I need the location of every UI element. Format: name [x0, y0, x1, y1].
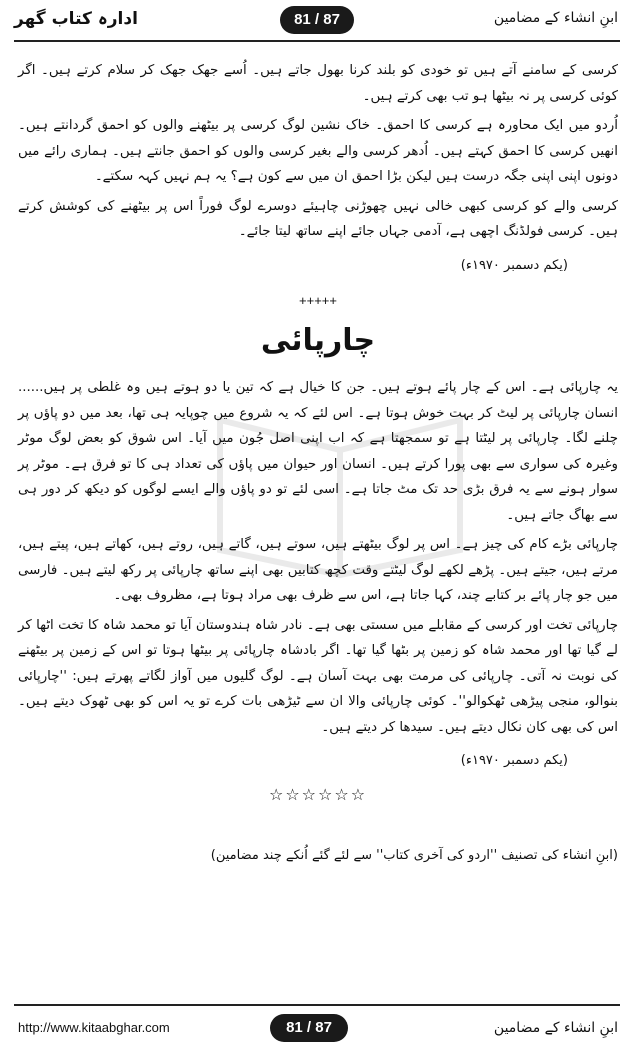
page-footer	[0, 1008, 634, 1048]
publisher-name: ادارہ کتاب گھر	[14, 9, 138, 29]
date-line: (یکم دسمبر ۱۹۷۰ء)	[460, 753, 568, 768]
paragraph: اُردو میں ایک محاورہ ہے کرسی کا احمق۔ خاک نشین لوگ کرسی پر بیٹھنے والوں کو احمق گردانتے ہیں۔ انھیں کرسی کا احمق کہتے ہیں۔ اُدھر کرسی والے بغیر کرسی والوں کو احمق جانتے ہیں۔ ہماری رائے میں دونوں اپنی اپنی جگہ درست ہیں لیکن بڑا احمق ان میں سے کون ہے؟ یہ ہم نہیں کہہ سکتے۔	[18, 118, 618, 184]
date-line: (یکم دسمبر ۱۹۷۰ء)	[460, 257, 568, 273]
section-separator: +++++	[299, 293, 337, 308]
paragraph: چارپائی تخت اور کرسی کے مقابلے میں سستی بھی ہے۔ نادر شاہ ہندوستان آیا تو محمد شاہ کا تخت اٹھا کر لے گیا تھا اور محمد شاہ کو زمین پر بٹھا گیا تھا۔ اگر بادشاہ چارپائی پر بیٹھا ہوتا تو اس کے زمین پر بیٹھنے کی نوبت نہ آتی۔ چارپائی کی مرمت بھی بہت آسان ہے۔ لوگ گلیوں میں آواز لگاتے پھرتے ہیں: ''چارپائی بنوالو، منجی پیڑھی ٹھکوالو''۔ کوئی چارپائی والا ان سے ٹیڑھی بات کرے تو یہ اس کو بھی ٹھوک دیتے ہیں۔ اس کی بھی کان نکال دیتے ہیں۔ سیدھا کر دیتے ہیں۔	[18, 617, 618, 735]
book-title: ابنِ انشاء کے مضامین	[493, 10, 618, 26]
footer-book-title: ابنِ انشاء کے مضامین	[493, 1020, 618, 1036]
footer-page-counter-badge: 81 / 87	[270, 1014, 348, 1042]
paragraph: چارپائی بڑے کام کی چیز ہے۔ اس پر لوگ بیٹھتے ہیں، سوتے ہیں، گاتے ہیں، روتے ہیں، کھاتے ہیں، پیتے ہیں، مرتے ہیں، جیتے ہیں۔ پڑھے لکھے لوگ لیٹتے وقت کچھ کتابیں بھی اپنے ساتھ چارپائی پر رکھ لیتے ہیں۔ فارسی میں جو چار پائے بر کتابے چند، کہا جاتا ہے، اس سے ظرف بھی مراد ہوتا ہے، مظروف بھی۔	[18, 537, 618, 603]
header-divider	[14, 40, 620, 42]
source-credit: (ابنِ انشاء کی تصنیف ''اردو کی آخری کتاب'' سے لئے گئے اُنکے چند مضامین)	[210, 848, 618, 863]
stars-separator: ☆☆☆☆☆☆	[268, 784, 368, 804]
page-counter-badge: 81 / 87	[280, 6, 354, 34]
paragraph: یہ چارپائی ہے۔ اس کے چار پائے ہوتے ہیں۔ جن کا خیال ہے کہ تین یا دو ہوتے ہیں وہ غلطی پر ہیں...... انسان چارپائی پر لیٹ کر بہت خوش ہوتا ہے۔ اس لئے کہ یہ شروع میں چوپایہ ہی تھا، بعد میں دو پاؤں پر چلنے لگا۔ چارپائی پر لیٹتا ہے تو سمجھتا ہے کہ اب اپنی اصل جُون میں آیا۔ اس شوق کو بعض لوگ موٹر وغیرہ کی سواری سے بھی پورا کرتے ہیں۔ انسان اور حیوان میں پاؤں کی تعداد ہی کا تو فرق ہے۔ موٹر پر سوار ہونے سے یہ فرق بڑی حد تک مٹ جاتا ہے۔ اسی لئے تو دو پاؤں والے ایسے لوگوں کو دیکھ کر دور ہی سے بھاگ جاتے ہیں۔	[18, 380, 618, 523]
document-body	[18, 58, 618, 869]
essay-title: چارپائی	[260, 322, 376, 358]
footer-divider	[14, 1004, 620, 1006]
paragraph: کرسی کے سامنے آتے ہیں تو خودی کو بلند کرنا بھول جاتے ہیں۔ اُسے جھک جھک کر سلام کرتے ہیں۔ اگر کوئی کرسی پر نہ بیٹھا ہو تب بھی کرتے ہیں۔	[18, 63, 618, 104]
website-link[interactable]: http://www.kitaabghar.com	[18, 1020, 170, 1035]
page-header	[0, 0, 634, 38]
paragraph: کرسی والے کو کرسی کبھی خالی نہیں چھوڑنی چاہیئے دوسرے لوگ فوراً اس پر بیٹھنے کی کوشش کرتے ہیں۔ کرسی فولڈنگ اچھی ہے، آدمی جہاں جائے اپنے ساتھ لیتا جائے۔	[18, 198, 618, 239]
